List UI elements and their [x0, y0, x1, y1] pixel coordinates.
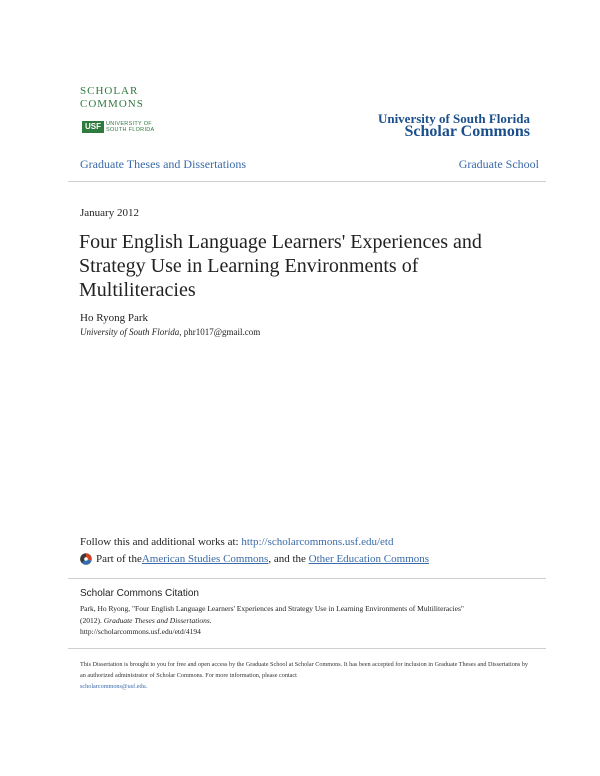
author-email: , phr1017@gmail.com	[179, 327, 261, 337]
citation-heading: Scholar Commons Citation	[80, 588, 199, 599]
contact-email-link[interactable]: scholarcommons@usf.edu.	[80, 683, 148, 690]
part-of-middle: , and the	[268, 553, 309, 565]
divider	[68, 578, 546, 579]
part-of-line	[80, 553, 429, 565]
logo-usf-badge: USF	[82, 121, 104, 133]
citation-line-1: Park, Ho Ryong, "Four English Language Learners' Experiences and Strategy Use in Learning Environments of Multiliteracies"	[80, 604, 464, 613]
scholar-commons-logo	[80, 85, 160, 137]
citation-body	[80, 603, 530, 638]
follow-line	[80, 536, 393, 548]
american-studies-commons-link[interactable]: American Studies Commons	[141, 553, 269, 565]
department-link[interactable]: Graduate School	[458, 157, 539, 171]
part-of-prefix: Part of the	[96, 553, 142, 565]
logo-usf-bar	[82, 121, 156, 133]
network-icon	[80, 553, 92, 565]
divider	[68, 648, 546, 649]
citation-url: http://scholarcommons.usf.edu/etd/4194	[80, 627, 201, 636]
logo-university-text: UNIVERSITY OF SOUTH FLORIDA	[106, 121, 155, 133]
repository-name: Scholar Commons	[404, 123, 530, 140]
logo-line-1: SCHOLAR	[80, 85, 139, 97]
citation-year: (2012).	[80, 615, 104, 625]
collection-link[interactable]: Graduate Theses and Dissertations	[80, 157, 247, 171]
other-education-commons-link[interactable]: Other Education Commons	[308, 553, 430, 565]
logo-wordmark	[80, 85, 144, 111]
logo-line-2: COMMONS	[80, 98, 144, 110]
author-name: Ho Ryong Park	[80, 312, 149, 324]
notice-text: This Dissertation is brought to you for free and open access by the Graduate School at Scholar Commons. It has been accepted for inclusion in Graduate Theses and Dissertations by an authorized administrator of Scholar Commons. For more information, please contact	[80, 661, 529, 679]
citation-series: Graduate Theses and Dissertations.	[103, 615, 212, 625]
publication-date: January 2012	[80, 207, 139, 219]
follow-url-link[interactable]: http://scholarcommons.usf.edu/etd	[241, 536, 394, 548]
access-notice	[80, 659, 530, 692]
repository-university: University of South Florida	[377, 111, 530, 126]
author-affiliation	[80, 327, 260, 337]
divider	[68, 181, 546, 182]
document-title: Four English Language Learners' Experiences and Strategy Use in Learning Environments of Multiliteracies	[79, 231, 482, 301]
follow-text: Follow this and additional works at:	[80, 536, 242, 548]
citation-line-2	[80, 615, 530, 627]
affiliation-name: University of South Florida	[80, 327, 180, 337]
